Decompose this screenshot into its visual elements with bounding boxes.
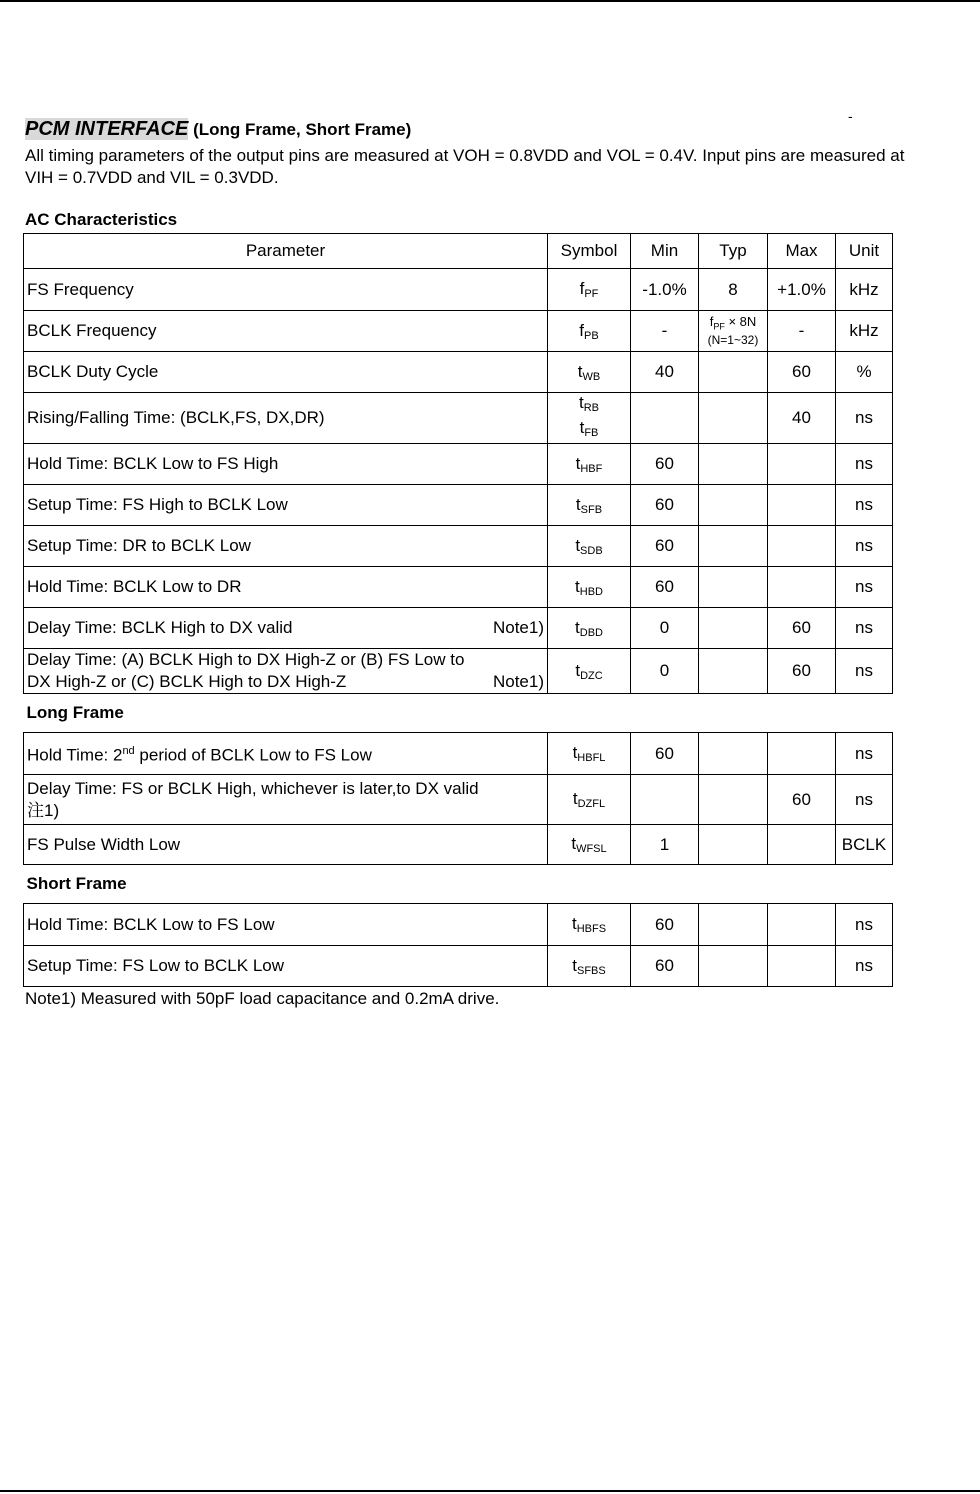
max-cell: 40 xyxy=(768,393,836,444)
max-cell xyxy=(768,733,836,775)
table-row xyxy=(24,608,893,649)
table-row xyxy=(24,825,893,865)
header-typ: Typ xyxy=(699,234,768,269)
header-dash: - xyxy=(848,108,853,124)
typ-cell: $f_{PF} \times 8N$ (N=1~32) xyxy=(699,311,768,352)
min-cell: 60 xyxy=(631,485,699,526)
param-cell: Hold Time: 2nd period of BCLK Low to FS Low xyxy=(24,733,548,775)
typ-cell xyxy=(699,526,768,567)
min-cell xyxy=(631,393,699,444)
symbol-cell: $f_{PB}$ xyxy=(548,311,631,352)
footnote: Note1) Measured with 50pF load capacitance and 0.2mA drive. xyxy=(25,989,500,1008)
unit-cell: ns xyxy=(836,485,893,526)
typ-cell xyxy=(699,567,768,608)
symbol-cell: $t_{HBFS}$ xyxy=(548,904,631,946)
bottom-rule xyxy=(0,1490,980,1492)
section-heading: AC Characteristics xyxy=(25,210,178,229)
typ-cell xyxy=(699,608,768,649)
param-cell: Hold Time: BCLK Low to FS Low xyxy=(24,904,548,946)
max-cell: - xyxy=(768,311,836,352)
unit-cell: ns xyxy=(836,946,893,987)
table-header-row xyxy=(24,234,893,269)
symbol-cell: $t_{RB}$ $t_{FB}$ xyxy=(548,393,631,444)
max-cell: 60 xyxy=(768,649,836,694)
unit-cell: ns xyxy=(836,444,893,485)
table-row xyxy=(24,526,893,567)
unit-cell: ns xyxy=(836,649,893,694)
long-frame-label: Long Frame xyxy=(26,703,124,722)
table-row xyxy=(24,649,893,694)
max-cell: +1.0% xyxy=(768,269,836,311)
symbol-cell: $t_{HBD}$ xyxy=(548,567,631,608)
unit-cell: ns xyxy=(836,567,893,608)
unit-cell: ns xyxy=(836,733,893,775)
table-row xyxy=(24,352,893,393)
symbol-cell: $t_{DZC}$ xyxy=(548,649,631,694)
unit-cell: BCLK xyxy=(836,825,893,865)
table-row xyxy=(24,946,893,987)
max-cell xyxy=(768,444,836,485)
max-cell: 60 xyxy=(768,608,836,649)
min-cell xyxy=(631,775,699,825)
min-cell: 40 xyxy=(631,352,699,393)
unit-cell: % xyxy=(836,352,893,393)
unit-cell: kHz xyxy=(836,311,893,352)
header-max: Max xyxy=(768,234,836,269)
param-cell: Setup Time: FS High to BCLK Low xyxy=(24,485,548,526)
symbol-cell: $t_{HBF}$ xyxy=(548,444,631,485)
min-cell: 1 xyxy=(631,825,699,865)
param-cell: Rising/Falling Time: (BCLK,FS, DX,DR) xyxy=(24,393,548,444)
table-row xyxy=(24,311,893,352)
param-cell: Delay Time: BCLK High to DX valid Note1) xyxy=(24,608,548,649)
typ-cell xyxy=(699,733,768,775)
header-parameter: Parameter xyxy=(24,234,548,269)
short-frame-section xyxy=(24,865,893,904)
symbol-cell: $t_{SFB}$ xyxy=(548,485,631,526)
symbol-cell: $t_{SFBS}$ xyxy=(548,946,631,987)
table-row xyxy=(24,733,893,775)
min-cell: 60 xyxy=(631,946,699,987)
param-cell: Hold Time: BCLK Low to FS High xyxy=(24,444,548,485)
symbol-cell: $t_{HBFL}$ xyxy=(548,733,631,775)
typ-cell xyxy=(699,825,768,865)
unit-cell: ns xyxy=(836,526,893,567)
typ-cell xyxy=(699,946,768,987)
header-unit: Unit xyxy=(836,234,893,269)
table-row xyxy=(24,567,893,608)
min-cell: 60 xyxy=(631,733,699,775)
min-cell: -1.0% xyxy=(631,269,699,311)
symbol-cell: $t_{DBD}$ xyxy=(548,608,631,649)
min-cell: 60 xyxy=(631,526,699,567)
table-row xyxy=(24,775,893,825)
typ-cell xyxy=(699,352,768,393)
short-frame-label: Short Frame xyxy=(26,874,127,893)
table-row xyxy=(24,904,893,946)
unit-cell: ns xyxy=(836,608,893,649)
header-min: Min xyxy=(631,234,699,269)
param-cell: FS Frequency xyxy=(24,269,548,311)
symbol-cell: $t_{WB}$ xyxy=(548,352,631,393)
param-cell: Setup Time: DR to BCLK Low xyxy=(24,526,548,567)
max-cell xyxy=(768,485,836,526)
max-cell: 60 xyxy=(768,352,836,393)
max-cell xyxy=(768,526,836,567)
param-cell: Hold Time: BCLK Low to DR xyxy=(24,567,548,608)
table-row xyxy=(24,393,893,444)
typ-cell xyxy=(699,649,768,694)
max-cell xyxy=(768,904,836,946)
typ-cell xyxy=(699,775,768,825)
table-row xyxy=(24,485,893,526)
ac-characteristics-table xyxy=(23,233,893,987)
typ-cell: 8 xyxy=(699,269,768,311)
param-cell: BCLK Frequency xyxy=(24,311,548,352)
max-cell: 60 xyxy=(768,775,836,825)
max-cell xyxy=(768,946,836,987)
symbol-cell: $t_{WFSL}$ xyxy=(548,825,631,865)
min-cell: 0 xyxy=(631,608,699,649)
min-cell: - xyxy=(631,311,699,352)
max-cell xyxy=(768,567,836,608)
title-highlight: PCM INTERFACE xyxy=(25,118,189,140)
table-row xyxy=(24,269,893,311)
symbol-cell: $f_{PF}$ xyxy=(548,269,631,311)
intro-paragraph: All timing parameters of the output pins are measured at VOH = 0.8VDD and VOL = 0.4V. Input pins are measured at VIH = 0.7VDD and VIL = 0.3VDD. xyxy=(25,146,905,187)
note-ref: Note1) xyxy=(492,672,544,691)
min-cell: 60 xyxy=(631,567,699,608)
header-symbol: Symbol xyxy=(548,234,631,269)
page-title xyxy=(25,118,411,141)
min-cell: 0 xyxy=(631,649,699,694)
top-rule xyxy=(0,0,980,2)
min-cell: 60 xyxy=(631,904,699,946)
param-cell: FS Pulse Width Low xyxy=(24,825,548,865)
symbol-cell: $t_{SDB}$ xyxy=(548,526,631,567)
param-cell: Delay Time: FS or BCLK High, whichever is later,to DX valid 注1) xyxy=(24,775,548,825)
typ-cell xyxy=(699,904,768,946)
param-cell: Delay Time: (A) BCLK High to DX High-Z or (B) FS Low to DX High-Z or (C) BCLK High to DX High-Z Note1) xyxy=(24,649,548,694)
title-subtitle: (Long Frame, Short Frame) xyxy=(188,120,412,139)
typ-cell xyxy=(699,485,768,526)
unit-cell: ns xyxy=(836,775,893,825)
unit-cell: kHz xyxy=(836,269,893,311)
min-cell: 60 xyxy=(631,444,699,485)
max-cell xyxy=(768,825,836,865)
unit-cell: ns xyxy=(836,393,893,444)
unit-cell: ns xyxy=(836,904,893,946)
symbol-cell: $t_{DZFL}$ xyxy=(548,775,631,825)
long-frame-section xyxy=(24,694,893,733)
typ-cell xyxy=(699,393,768,444)
param-cell: Setup Time: FS Low to BCLK Low xyxy=(24,946,548,987)
param-cell: BCLK Duty Cycle xyxy=(24,352,548,393)
note-ref: Note1) xyxy=(492,618,544,637)
table-row xyxy=(24,444,893,485)
typ-cell xyxy=(699,444,768,485)
